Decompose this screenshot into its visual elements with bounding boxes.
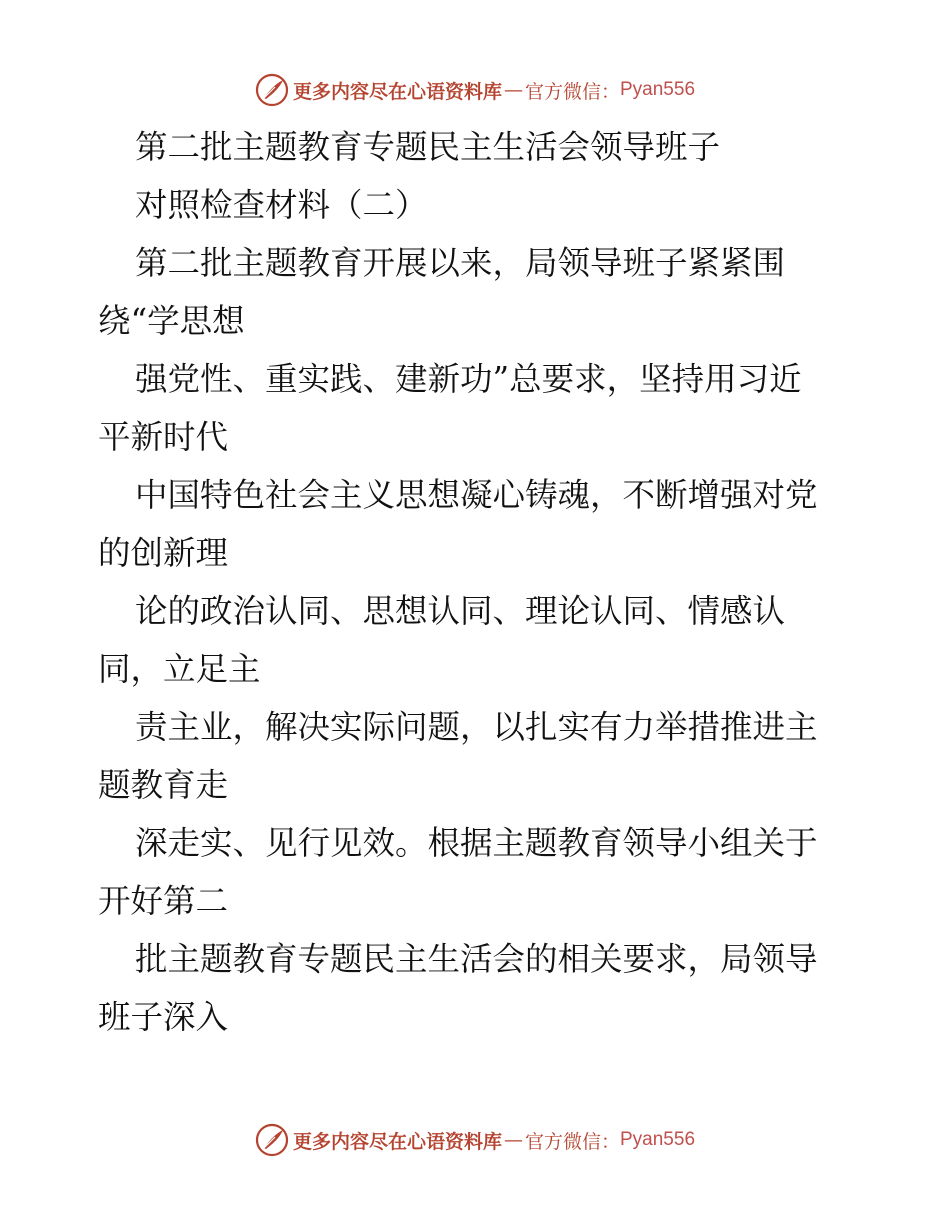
body-line: 论的政治认同、思想认同、理论认同、情感认 [135, 592, 786, 630]
body-line: 开好第二 [98, 882, 229, 920]
header-banner [0, 70, 950, 110]
body-line: 第二批主题教育开展以来，局领导班子紧紧围 [135, 244, 786, 282]
banner-wechat-label: 官方微信： [524, 80, 620, 103]
banner-wechat-label: 官方微信： [524, 1130, 620, 1153]
body-line: 班子深入 [98, 998, 229, 1036]
body-line: 平新时代 [98, 418, 229, 456]
feather-pen-logo-icon [255, 73, 289, 107]
body-line: 强党性、重实践、建新功”总要求，坚持用习近 [135, 360, 802, 398]
body-line: 第二批主题教育专题民主生活会领导班子 [135, 128, 721, 166]
document-body [98, 118, 858, 1046]
body-line: 题教育走 [98, 766, 229, 804]
body-line: 批主题教育专题民主生活会的相关要求，局领导 [135, 940, 818, 978]
footer-banner [0, 1120, 950, 1160]
banner-separator: — [503, 79, 523, 101]
body-line: 中国特色社会主义思想凝心铸魂，不断增强对党 [135, 476, 818, 514]
body-line: 深走实、见行见效。根据主题教育领导小组关于 [135, 824, 818, 862]
banner-account: Pyan556 [620, 1129, 696, 1150]
feather-pen-logo-icon [255, 1123, 289, 1157]
body-line: 对照检查材料（二） [135, 186, 428, 224]
banner-account: Pyan556 [620, 79, 696, 100]
body-line: 绕“学思想 [98, 302, 245, 340]
body-line: 责主业，解决实际问题，以扎实有力举措推进主 [135, 708, 818, 746]
banner-brand: 更多内容尽在心语资料库 [292, 1130, 502, 1153]
banner-brand: 更多内容尽在心语资料库 [292, 80, 502, 103]
banner-separator: — [503, 1129, 523, 1151]
body-line: 同，立足主 [98, 650, 261, 688]
body-line: 的创新理 [98, 534, 229, 572]
